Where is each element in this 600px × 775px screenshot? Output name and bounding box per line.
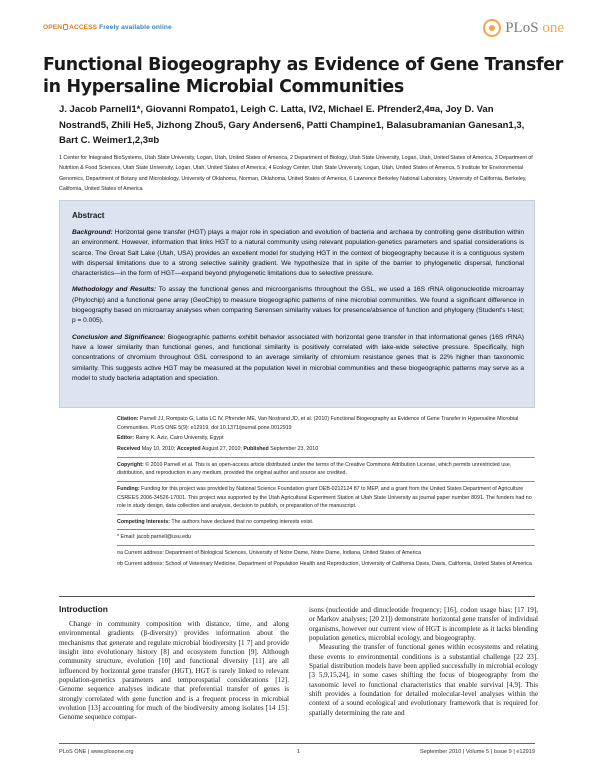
funding: Funding: Funding for this project was provided by National Science Foundation grant DEB-0212124 87 to MEP, and a grant from the United States Department of Agriculture CSREES 2006-34526-17001. This project was supported by the Utah Agricultural Experiment Station at Utah State University as journal paper number 8091. The funders had no role in study design, data collection and analysis, decision to publish, or preparation of the manuscript. bbox=[117, 485, 532, 510]
abstract-heading: Abstract bbox=[72, 211, 105, 220]
footer-journal: PLoS ONE | www.plosone.org bbox=[59, 749, 134, 755]
intro-left-column: Change in community composition with distance, time, and along environmental gradients (β-diversity) provides information about the mechanisms that generate and regulate microbial biodiversity [1 7] and provide insight into evolutionary history [8] and ecosystem function [9]. Although community structure, evolution [10] and functional diversity [11] are all influenced by horizontal gene transfer (HGT), HGT is rarely linked to relevant population-genetics parameters and temporospatial considerations [12]. Genome sequence analyses indicate that preferential transfer of genes is strongly correlated with gene function and is a frequent process in microbial evolution [13] accounting for much of the biodiversity among isolates [14 15]. Genome sequence compar- bbox=[59, 620, 289, 722]
citation: Citation: Parnell JJ, Rompato G, Latta LC IV, Pfrender ME, Van Nostrand JD, et al. (2010) Functional Biogeography as Evidence of Gene Transfer in Hypersaline Microbial Communities. PLoS ONE 5(9): e12919. doi:10.1371/journal.pone.0012919 bbox=[117, 416, 519, 431]
editor: Editor: Ramy K. Aziz, Cairo University, Egypt bbox=[117, 435, 224, 442]
current-address-b: ¤b Current address: School of Veterinary Medicine, Department of Population Health and Reproduction, University of California Davis, Davis, California, United States of America bbox=[117, 560, 532, 567]
plos-circle-icon bbox=[483, 19, 501, 37]
section-divider bbox=[59, 596, 535, 597]
abstract-methods bbox=[72, 285, 524, 326]
abstract-background bbox=[72, 228, 524, 279]
competing-interests: Competing Interests: The authors have declared that no competing interests exist. bbox=[117, 518, 314, 525]
abstract-box bbox=[59, 200, 535, 408]
introduction-heading: Introduction bbox=[59, 604, 108, 614]
meta-divider bbox=[117, 457, 535, 458]
open-access-banner bbox=[43, 24, 172, 31]
meta-divider bbox=[117, 529, 535, 530]
open-lock-icon bbox=[63, 24, 68, 30]
plos-one-logo bbox=[483, 16, 564, 40]
conclusion-text: Biogeographic patterns exhibit behavior associated with horizontal gene transfer in that informational genes (16S rRNA) have a lower similarity than functional genes, and functional similarity is positively correlated with lake-wide selective pressure. Specifically, high concentrations of chromium throughout GSL correspond to an average similarity of chromium resistance genes that is 22% higher than taxonomic similarity. This suggests active HGT may be measured at the population level in microbial communities and these biogeographic patterns may serve as a model to study bacteria adaptation and speciation. bbox=[72, 333, 524, 382]
corresponding-email: * Email: jacob.parnell@usu.edu bbox=[117, 534, 191, 541]
page-footer bbox=[59, 743, 535, 755]
open-access-note: Freely available online bbox=[99, 24, 172, 31]
dates: Received May 10, 2010; Accepted August 27, 2010; Published September 23, 2010 bbox=[117, 446, 319, 453]
journal-header bbox=[43, 16, 564, 40]
meta-divider bbox=[117, 545, 535, 546]
intro-right-column bbox=[309, 606, 538, 718]
current-address-a: ¤a Current address: Department of Biological Sciences, University of Notre Dame, Notre Dame, Indiana, United States of America bbox=[117, 549, 422, 556]
page-number: 1 bbox=[297, 749, 301, 755]
open-access-access: ACCESS bbox=[69, 24, 98, 31]
meta-divider bbox=[117, 481, 535, 482]
article-title: Functional Biogeography as Evidence of Gene Transfer in Hypersaline Microbial Communities bbox=[43, 55, 564, 97]
meta-divider bbox=[117, 514, 535, 515]
abstract-conclusion bbox=[72, 333, 524, 384]
article-metadata bbox=[117, 415, 535, 570]
affiliations: 1 Center for Integrated BioSystems, Utah State University, Logan, Utah, United States of America, 2 Department of Biology, Utah State University, Logan, Utah, United States of America, 3 Department of Nutrition & Food Sciences, Utah State University, Logan, Utah, United States of America, 4 Ecology Center, Utah State University, Logan, Utah, United States of America, 5 Institute for Environmental Genomics, Department of Botany and Microbiology, University of Oklahoma, Norman, Oklahoma, United States of America, 6 Lawrence Berkeley National Laboratory, University of California, Berkeley, California, United States of America bbox=[59, 155, 533, 192]
methods-text: To assay the functional genes and microorganisms throughout the GSL, we used a 16S rRNA oligonucleotide microarray (Phylochip) and a functional gene array (GeoChip) to measure biogeographic patterns of nine microbial communities. We found a significant difference in biogeography based on microarray analyses when comparing Sørensen similarity values for presence/absence of function and phylogeny (Student's t-test; p = 0.005). bbox=[72, 286, 524, 325]
background-text: Horizontal gene transfer (HGT) plays a major role in speciation and evolution of bacteria and archaea by controlling gene distribution within an environment. However, information that links HGT to a natural community using relevant population-genetics parameters and spatial considerations is scarce. The Great Salt Lake (Utah, USA) provides an excellent model for studying HGT in the context of biogeography because it is a contiguous system with dispersal limitations due to a strong selective salinity gradient. We hypothesize that in spite of the barrier to phylogenetic dispersal, functional characteristics—in the form of HGT—expand beyond phylogenetic limitations due to selective pressure. bbox=[72, 229, 524, 278]
author-list: J. Jacob Parnell1*, Giovanni Rompato1, Leigh C. Latta, IV2, Michael E. Pfrender2,4¤a, Joy D. Van Nostrand5, Zhili He5, Jizhong Zhou5, Gary Andersen6, Patti Champine1, Balasubramanian Ganesan1,3, Bart C. Weimer1,2,3¤b bbox=[59, 104, 525, 146]
footer-issue: September 2010 | Volume 5 | Issue 9 | e12919 bbox=[419, 749, 535, 755]
footer-divider bbox=[59, 743, 535, 744]
plos-logo-text: PLoS one bbox=[505, 19, 564, 36]
background-label: Background: bbox=[72, 229, 113, 236]
intro-right-paragraph-1: isons (nucleotide and dinucleotide frequency; [16], codon usage bias; [17 19], or Markov analyses; [20 21]) demonstrate horizontal gene transfer of individual organisms, however our current view of HGT is incomplete as it lacks blending population genetics, microbial ecology, and biogeography. bbox=[309, 606, 538, 643]
methods-label: Methodology and Results: bbox=[72, 286, 157, 294]
intro-right-paragraph-2: Measuring the transfer of functional genes within ecosystems and relating these events to environmental conditions is a substantial challenge [22 23]. Spatial distribution models have been applied successfully in microbial ecology [3 5,9,15,24], in some cases shifting the focus of biogeography from the taxonomic level to functional characteristics that enable survival [4,9]. This shift provides a foundation for detailed molecular-level analyses within the context of a sound ecological and evolutionary framework that is required for spatially determining the rate and bbox=[309, 643, 538, 717]
open-access-open: OPEN bbox=[43, 24, 63, 31]
copyright: Copyright: © 2010 Parnell et al. This is an open-access article distributed under the terms of the Creative Commons Attribution License, which permits unrestricted use, distribution, and reproduction in any medium, provided the original author and source are credited. bbox=[117, 461, 512, 477]
conclusion-label: Conclusion and Significance: bbox=[72, 333, 166, 341]
